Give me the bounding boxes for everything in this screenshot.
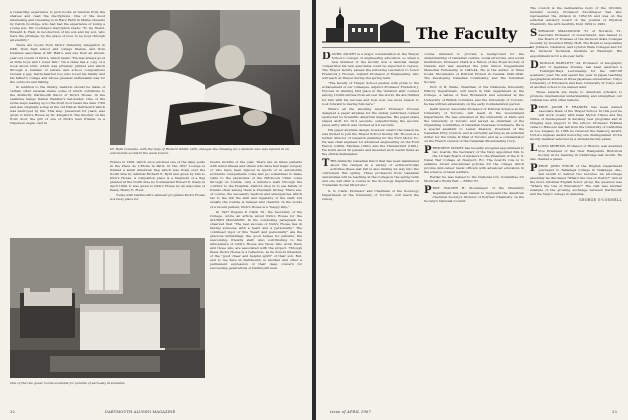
- right-column-1: [322, 52, 419, 390]
- paragraph: His paper airplane design, however, wasn't the reason he was invited to join the Thayer School faculty. Mr. Hooven is a former director of research planning for the Ford Motor Co. He was chief engineer for advanced engineering on the Ford Falcon (1960), Fairlane (1961) and the Thunderbird (1961). He holds about 50 patents and invented such useful items as the orbital dishwasher.: [322, 127, 419, 157]
- photo-guest-room: [10, 238, 205, 378]
- left-column-3: [210, 160, 302, 390]
- magazine-name: DARTMOUTH ALUMNI MAGAZINE: [105, 410, 176, 414]
- drop-cap: S: [530, 28, 538, 40]
- drop-cap: D: [322, 52, 331, 62]
- drop-cap: P: [424, 145, 432, 157]
- drop-cap: D: [530, 59, 539, 71]
- paragraph: Keith Spicer, Associate Professor of Political Science at the University of Toronto, will teach in the Government Department. He was educated at the University of Paris and the University of Toronto and served as chairman of the Organizing Committee of Canadian Overseas Volunteers. He is a special assistant to Lester Pearson, President of the Canadian Privy Council, and is currently serving as an editorial writer for the Globe & Mail of Toronto and as a commentator on the French version of the Canadian Broadcasting Corp.: [424, 106, 524, 143]
- paragraph: France in 1805, which once adorned one of the lamp posts in the Place de L'Etoile in Paris. In the 1827 Lounge is framed a small American flag which was flown over the South Pole by Admiral Richard E. Byrd and given by him to Dick's House. A companion piece is a fragment of a flag planted at the North Pole by Commander Robert E. Peary in April 1909. It was given to Dick's House by an associate of Peary, Henry E. Rood.: [110, 160, 205, 193]
- drop-cap: P: [530, 104, 538, 116]
- paragraph: Today with Dartmouth's eminent programs Dick's House is a busy place for: [110, 193, 205, 202]
- left-column-2: [110, 160, 205, 232]
- page-number: 32: [10, 410, 15, 414]
- right-page: [316, 0, 628, 420]
- paragraph: DANIEL DICKEY is a major consideration in the Thayer School's concept of engineering education, so when a new member of the faculty won a national design competition his new associates could be expected to rejoice. The Thayer faculty passed the following resolution to honor Frederick J. Hooven, Adjunct Professor of Engineering, who will teach at Thayer during the spring term:: [322, 52, 419, 81]
- left-column-1: [10, 10, 105, 232]
- drop-cap: T: [322, 158, 330, 170]
- paragraph: twelve months of the year. There are at times patients with minor illness and others who have had major surgery or who have been injured in sports or in automobile accidents. Out-patients come and go; sometimes to make visits to the physicians of the Hitchcock Clinic come through on rounds, only a minute's walk through the corridor to the Hospital. Visitors drop in to see family or friends often among them is President Dickey. There are, of course, the necessary medical and emergencies which tax to the full the skill and ingenuity of the staff, but usually the routine is relaxed and cheerful. In the words of a recent patient, Dick's House is a "happy ship.": [210, 160, 302, 209]
- paragraph: "The faculty of Thayer School pushes with pride to the achievement of our colleague, Adjunct Professor Frederick J. Hooven, in winning first place in the 'duration skill' contest among 10,000 entries from all over the world. We are thrilled for him with his success and how now one more reason to look forward to having him here.": [322, 81, 419, 106]
- author-signature: GEORGE O'CONNELL: [579, 198, 622, 203]
- paragraph: SSPRAGUE SMALLWOOD '51 of Norwich, Vt., Associate Professor of Government, was named to the Board of Trustees of the Vermont State Colleges recently by Governor Philip Hoff. The Board is responsible for Johnson, Castleton, and Lyndon State Colleges and for the Vermont Technical Institute at Randolph. His appointment is for a six-year term.: [530, 28, 622, 58]
- paragraph: a rewarding experience to pick books at random from the shelves and read the inscriptions. One of the most interesting and revealing is in Hare Faith in Maine-chusetts by Calvin Coolidge, who had had the experience of losing a young son. Mr. Coolidge's inscription reads: "To my friend, Edward K. Hall, in recollection of his son and my son, who have the privilege, by the grace of God, to be boys through all eternity.": [10, 10, 105, 43]
- issue-date: Issue of APRIL 1967: [330, 410, 371, 414]
- paragraph: In addition to the library, mention should be made of certain other unusual items, some of which contribute to the distinctly Dartmouth flavor of Dick's House. In the vestibule hangs Daniel Webster's hat-holder. One of the stone steps leading up to the front door bears the date 1769 and was originally a step in the old Hall at Dartmouth which was destroyed by fire. This step, preserved for years, was given to Dick's House by Dr. Kingsford. The knocker on the front door, the gift of one of Dick's best friends, is a Napoleon eagle, cast in: [10, 84, 105, 126]
- drop-cap: P: [424, 185, 432, 197]
- paragraph: What's all the shouting about? Professor Hooven designed a paper airplane for the widely publicized contest sponsored by Scientific American magazine. His paper plane stayed aloft for 10.2 seconds, outperforming the second-place entry which was clocked at 9.0 seconds.: [322, 106, 419, 127]
- photo-infirmary-dressing: [110, 10, 300, 145]
- photo-caption: Dr. Ruth Connelie, with the help of Richard Smith, LPN, changes the dressing for a student who was injured in an automobile accident the week before.: [110, 147, 289, 155]
- right-column-3: [530, 6, 622, 390]
- title-rule: [322, 47, 532, 48]
- paragraph: In 1927 Eugene P. Clark '01, the Secretary of the College, wrote an article about Dick's House for the ALUMNI MAGAZINE. In his concluding paragraph he observed that "The real success of Dick's House lies in having someone with a heart and a personality." The continued vigor of this "heart and personality" are the gracious furnishings, the good homes for patients, the welcoming, friendly staff. Also contributing to the atmosphere of Dick's House are those who work there and those who are associated with the project. Through these Dick's House is a reflection, as its donors intended, of the "good cheer and helpful spirit" of their son. But, and to me here in Dartmouth, is another and other a permanent expression of their deep concern for succeeding generations of Dartmouth men.: [210, 209, 302, 271]
- paragraph: course intended to provide a background for the understanding of Canadian culture, social structure, and social institutions. Professor Clark is a Fellow of the Royal Society of Canada and was awarded the John Simon Guggenheim Memorial Fellowship in 1943-44. He is the author of three books: Movements of Political Protest in Canada 1640-1840, The Developing Canadian Community, and The Suburban Society.: [424, 52, 524, 85]
- header-illustration-buildings: [322, 4, 410, 46]
- section-title: The Faculty: [416, 24, 518, 43]
- right-column-2: [424, 52, 524, 390]
- paragraph: S. D. Clark, Professor and Chairman of the Sociology Department at the University of Toronto, will teach the survey: [322, 188, 419, 201]
- paragraph: DDONALD BARTLETT '24, Professor of Geography and of Japanese Studies, has been awarded a Fulbright-Hays Lectureship for the 1967-68 academic year. He will spend the year in Japan teaching geographical studies at three Japanese universities: Tokyo University of Education and Keio University in Tokyo and at another school to be named later.: [530, 59, 622, 89]
- paragraph: PRESIDENT DICKEY has recently accepted appointment to two boards, the Secretary of the Navy appointed him to the 12-man Board of Advisors to the President of the U. S. Naval War College at Newport, R.I. The board's role is to examine broad educational policies for the college which provide mid-career naval officers with advanced education in the science of naval warfare.: [424, 145, 524, 175]
- paragraph: PPROF. JACOB F. FRANKEL has been named Associate Dean of the Thayer School. In this post he will work closely with Dean Myron Tribus and the Office of Development in devising new programs and in bringing new support to the school. Professor Frankel came to Hanover last fall from the University of California at Los Angeles. In 1966 he received the Seaborg Award, UCLA's highest award honoring one distinguished UCLA faculty member selected by a student-faculty panel.: [530, 104, 622, 142]
- paragraph: There are books from Dick's fraternity delegation in DKE, from high school and college friends, and from business associates of Mr. Hall's, and one from an eleven-year-old cousin of Dick's, which reads: "He was always good at little boys and I loved him." On a table lies a copy of a book about Dick, which was privately printed and which through a number of letters and school compositions reveals a gay, warm-hearted boy who loved his family and his father's college and whose greatest enthusiasm was for the outdoors and fishing.: [10, 43, 105, 84]
- left-page: [0, 0, 312, 420]
- paragraph: These awards are made to American scholars to promote international understanding and strengthen our cultural ties with other nations.: [530, 89, 622, 102]
- paragraph: PROF. WALTER H. Stockmayer of the Chemistry Department has been named to represent the American Chemical Society's Division of Polymer Chemistry on the Society's National Council.: [424, 185, 524, 203]
- drop-cap: L: [530, 143, 538, 155]
- paragraph: Earlier he was named to the National U.S. Committee for Montreal's World Fair — EXPO '67.: [424, 175, 524, 184]
- page-number: 33: [612, 410, 617, 414]
- photo-caption: One of the two guest rooms available for parents of seriously ill students.: [10, 381, 126, 385]
- paragraph: LLOUIS MORTON, Professor of History, was awarded Vice President of the New Hampshire Historical Society at its meeting in Cambridge last month. He also chaired a panel.: [530, 143, 622, 161]
- drop-cap: P: [530, 162, 538, 174]
- paragraph: PPROF. JOHN FINCH of the English Department journeyed to Talladega College in Talladega, Ala., last month to deliver two lectures. An all-college assembly he discussed "What's the Use of Poetry?" and at the more informal English honor group the question was "What's the Use of Education?" The visit was another example of the growing exchange between Dartmouth and the Negro college in Alabama.: [530, 162, 622, 196]
- paragraph: The council is the deliberative body of the 105,000-member society. Professor Stockmayer had also represented the division in 1952-53 and was on the editorial advisory board of the Journal of Physical Chemistry, the ACS monthly, from 1959 to 1963.: [530, 6, 622, 27]
- paragraph: Prof. P. B. Waite, Chairman of the Dalhousie University History Department, will teach in that department at the College. A native of New Brunswick and educated at the University of British Columbia and the University of Toronto, he has written extensively on the early Confederation period.: [424, 85, 524, 106]
- paragraph: THIS distinctly Canadian flavor that has been manifested about the campus in a variety of extracurricular activities these last fall is also finding its way into the curriculum this spring. Three professors from Canadian universities will be teaching at the College in the spring term and one will offer a course in the Sociology Department on "Canadian Social Structure.": [322, 158, 419, 188]
